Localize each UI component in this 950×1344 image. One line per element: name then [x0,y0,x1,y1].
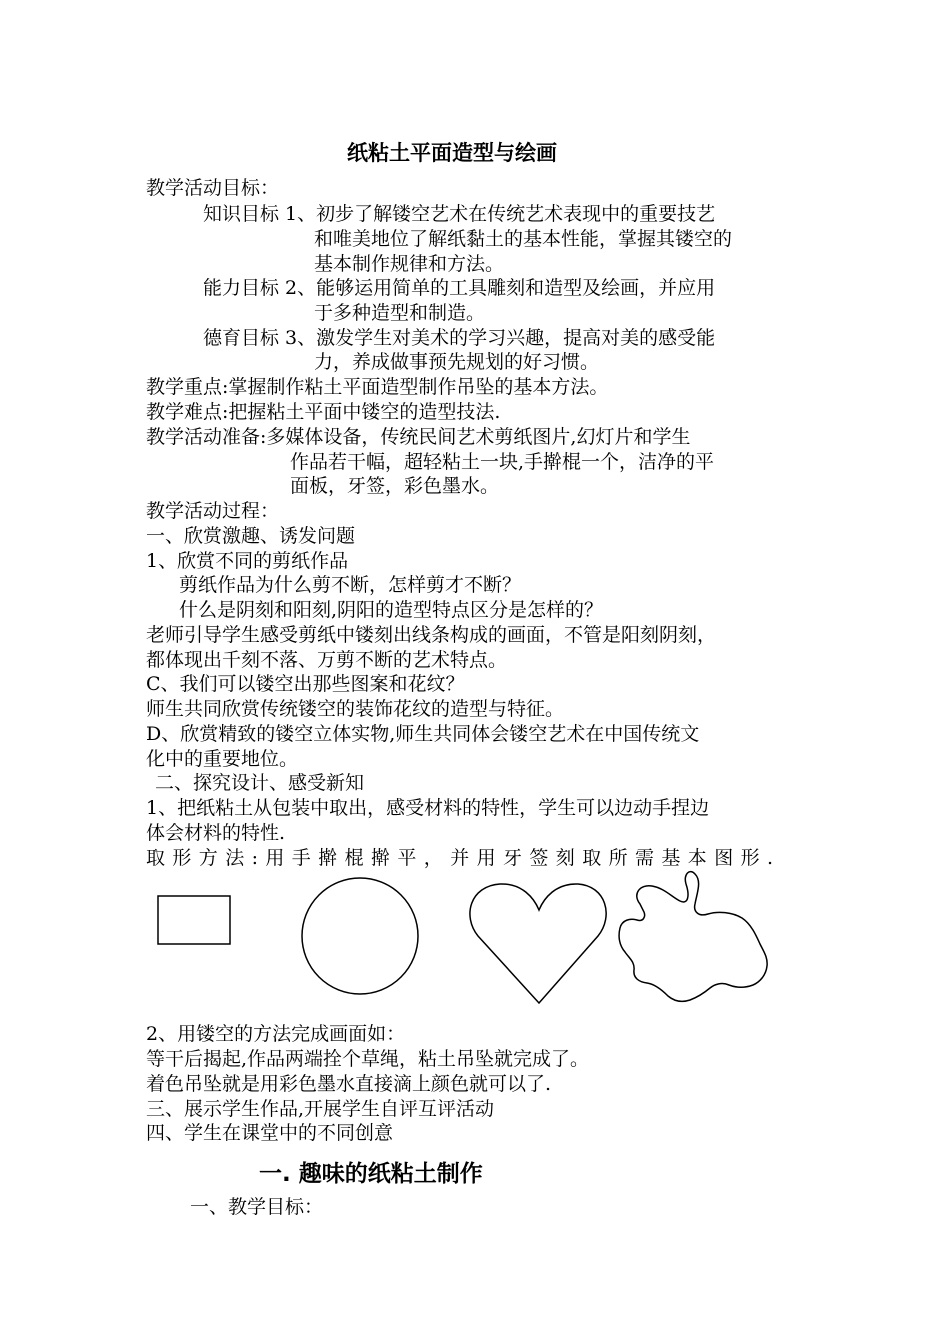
chapter-subheading: 一、教学目标： [190,1196,324,1218]
goal-moral-line1: 德育目标 3、激发学生对美术的学习兴趣，提高对美的感受能 [203,327,716,349]
goal-moral-line2: 力，养成做事预先规划的好习惯。 [314,351,600,373]
section-1-item-c-answer: 师生共同欣赏传统镂空的装饰花纹的造型与特征。 [146,698,565,720]
heart-shape [470,884,606,1003]
page-title: 纸粘土平面造型与绘画 [347,141,557,165]
chapter-heading: 一. 趣味的纸粘土制作 [259,1161,483,1187]
circle-shape [302,878,418,994]
difficulty: 教学难点:把握粘土平面中镂空的造型技法. [146,401,501,423]
preparation-line1: 教学活动准备:多媒体设备，传统民间艺术剪纸图片,幻灯片和学生 [146,426,691,448]
section-1-item-c: C、我们可以镂空出那些图案和花纹？ [146,673,465,695]
shape-method: 取形方法:用手擀棍擀平，并用牙签刻取所需基本图形. [146,847,781,869]
section-2-item-2: 2、用镂空的方法完成画面如： [146,1023,406,1045]
section-2-item-1-line2: 体会材料的特性. [146,822,286,844]
preparation-line2: 作品若干幅，超轻粘土一块,手擀棍一个，洁净的平 [290,451,715,473]
section-1-item-d-line2: 化中的重要地位。 [146,748,299,770]
section-1-item-d-line1: D、欣赏精致的镂空立体实物,师生共同体会镂空艺术在中国传统文 [146,723,700,745]
section-1-item-1: 1、欣赏不同的剪纸作品 [146,550,349,572]
goal-knowledge-line2: 和唯美地位了解纸黏土的基本性能，掌握其镂空的 [314,228,733,250]
section-1-question-2: 什么是阴刻和阳刻,阴阳的造型特点区分是怎样的？ [179,599,604,621]
goal-ability-line2: 于多种造型和制造。 [314,302,486,324]
process-heading: 教学活动过程： [146,500,280,522]
freeform-shape [619,872,767,1002]
section-1-paragraph-line1: 老师引导学生感受剪纸中镂刻出线条构成的画面，不管是阳刻阴刻， [146,624,717,646]
preparation-line3: 面板，牙签，彩色墨水。 [290,475,500,497]
section-2-heading: 二、探究设计、感受新知 [155,772,365,794]
section-4-heading: 四、学生在课堂中的不同创意 [146,1122,394,1144]
goal-ability-line1: 能力目标 2、能够运用简单的工具雕刻和造型及绘画，并应用 [203,277,716,299]
goal-knowledge-line3: 基本制作规律和方法。 [314,253,505,275]
section-2-paragraph-2: 着色吊坠就是用彩色墨水直接滴上颜色就可以了. [146,1073,552,1095]
section-1-question-1: 剪纸作品为什么剪不断，怎样剪才不断？ [179,574,522,596]
section-1-heading: 一、欣赏激趣、诱发问题 [146,525,356,547]
section-1-paragraph-line2: 都体现出千刻不落、万剪不断的艺术特点。 [146,649,508,671]
goals-heading: 教学活动目标： [146,177,280,199]
key-point: 教学重点:掌握制作粘土平面造型制作吊坠的基本方法。 [146,376,609,398]
rectangle-shape [158,896,230,944]
section-2-paragraph-1: 等干后揭起,作品两端拴个草绳，粘土吊坠就完成了。 [146,1048,590,1070]
section-3-heading: 三、展示学生作品,开展学生自评互评活动 [146,1098,495,1120]
goal-knowledge-line1: 知识目标 1、初步了解镂空艺术在传统艺术表现中的重要技艺 [203,203,716,225]
section-2-item-1-line1: 1、把纸粘土从包装中取出，感受材料的特性，学生可以边动手捏边 [146,797,710,819]
